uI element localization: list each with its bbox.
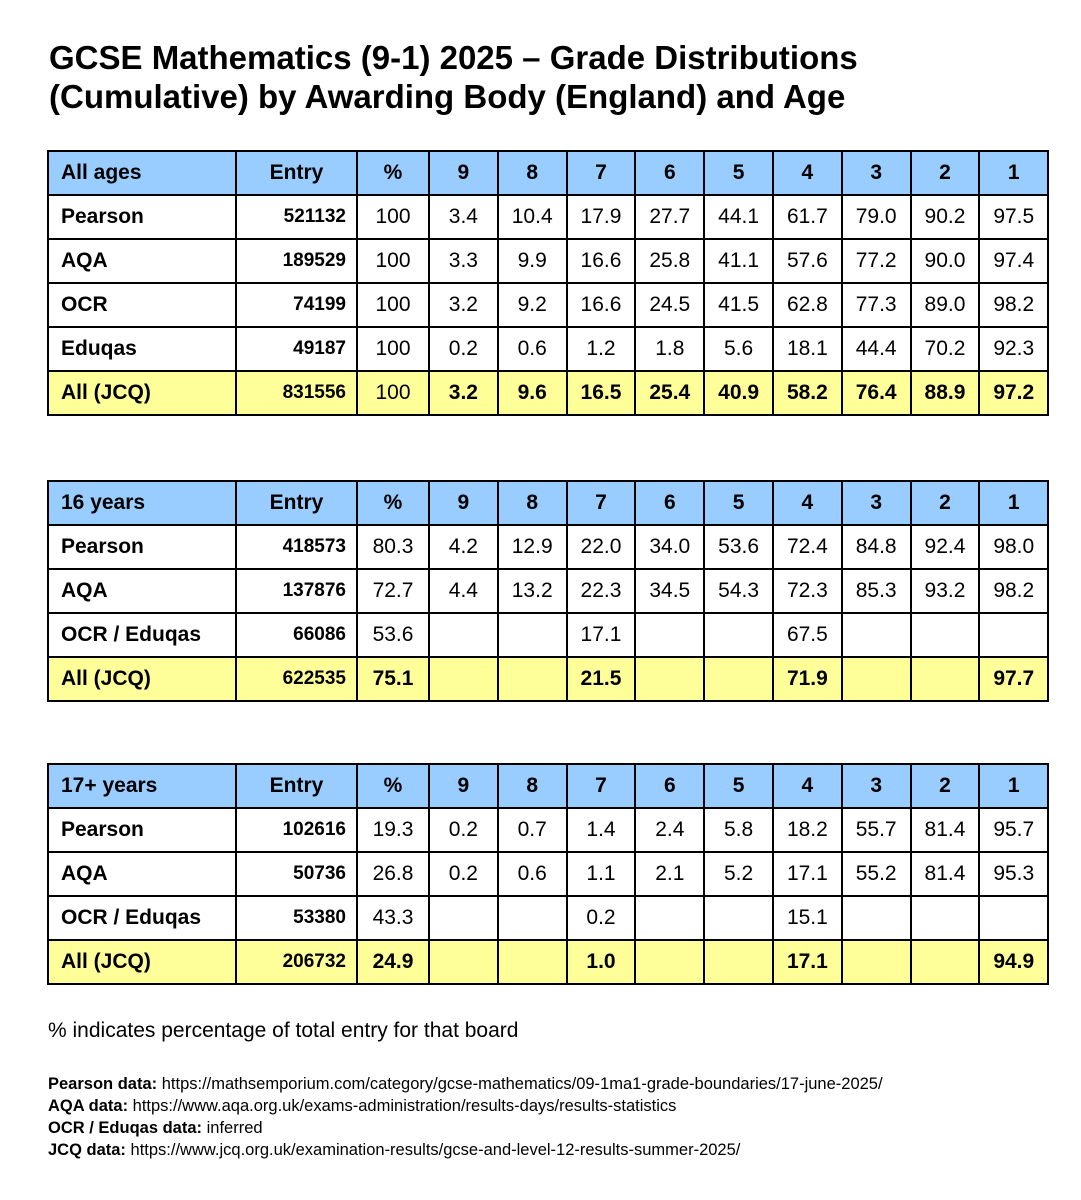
column-header-grade-8: 8: [498, 764, 567, 808]
cell-percent: 100: [357, 327, 429, 371]
column-header-grade-8: 8: [498, 151, 567, 195]
cell-grade-6: [635, 657, 704, 701]
cell-grade-8: [498, 940, 567, 984]
cell-grade-3: [842, 657, 911, 701]
cell-grade-5: [704, 940, 773, 984]
cell-grade-2: 90.0: [911, 239, 980, 283]
grade-table-all-ages: [47, 150, 1049, 416]
column-header-grade-5: 5: [704, 764, 773, 808]
cell-grade-7: 1.4: [567, 808, 636, 852]
cell-entry: 521132: [236, 195, 357, 239]
cell-grade-7: 1.0: [567, 940, 636, 984]
cell-entry: 66086: [236, 613, 357, 657]
cell-grade-8: 9.2: [498, 283, 567, 327]
cell-grade-1: 98.0: [979, 525, 1048, 569]
cell-percent: 24.9: [357, 940, 429, 984]
cell-grade-3: 79.0: [842, 195, 911, 239]
source-label: AQA data:: [48, 1097, 129, 1115]
column-header-grade-6: 6: [635, 481, 704, 525]
cell-grade-2: 89.0: [911, 283, 980, 327]
cell-group: All (JCQ): [48, 657, 236, 701]
column-header-grade-2: 2: [911, 481, 980, 525]
source-line: [48, 1073, 1068, 1095]
table-total-row: [48, 371, 1048, 415]
cell-grade-8: 10.4: [498, 195, 567, 239]
cell-grade-9: 3.2: [429, 371, 498, 415]
cell-entry: 53380: [236, 896, 357, 940]
cell-percent: 80.3: [357, 525, 429, 569]
cell-grade-3: [842, 613, 911, 657]
column-header-grade-2: 2: [911, 764, 980, 808]
column-header-group: All ages: [48, 151, 236, 195]
cell-grade-5: 5.8: [704, 808, 773, 852]
cell-percent: 100: [357, 283, 429, 327]
table-row: [48, 283, 1048, 327]
cell-grade-5: 44.1: [704, 195, 773, 239]
cell-grade-6: [635, 896, 704, 940]
table-row: [48, 569, 1048, 613]
source-line: [48, 1117, 1068, 1139]
source-label: Pearson data:: [48, 1075, 158, 1093]
cell-grade-8: 9.9: [498, 239, 567, 283]
cell-grade-9: 0.2: [429, 852, 498, 896]
cell-grade-6: [635, 613, 704, 657]
cell-grade-5: [704, 896, 773, 940]
table-row: [48, 808, 1048, 852]
cell-grade-1: 95.7: [979, 808, 1048, 852]
cell-grade-1: 92.3: [979, 327, 1048, 371]
cell-grade-9: [429, 613, 498, 657]
cell-percent: 26.8: [357, 852, 429, 896]
cell-percent: 75.1: [357, 657, 429, 701]
cell-grade-1: 97.2: [979, 371, 1048, 415]
column-header-grade-4: 4: [773, 481, 842, 525]
cell-grade-9: [429, 896, 498, 940]
cell-grade-1: 98.2: [979, 569, 1048, 613]
cell-grade-9: [429, 940, 498, 984]
cell-group: Eduqas: [48, 327, 236, 371]
cell-entry: 137876: [236, 569, 357, 613]
source-line: [48, 1095, 1068, 1117]
source-text: inferred: [206, 1119, 263, 1137]
column-header-grade-9: 9: [429, 764, 498, 808]
cell-grade-2: 81.4: [911, 852, 980, 896]
page-title: GCSE Mathematics (9-1) 2025 – Grade Distributions (Cumulative) by Awarding Body (England) and Age: [49, 39, 858, 115]
source-url: https://www.aqa.org.uk/exams-administration/results-days/results-statistics: [132, 1097, 677, 1115]
cell-grade-3: 55.7: [842, 808, 911, 852]
column-header-grade-5: 5: [704, 481, 773, 525]
cell-group: AQA: [48, 569, 236, 613]
cell-grade-1: 97.4: [979, 239, 1048, 283]
cell-grade-6: 2.1: [635, 852, 704, 896]
sources-list: [48, 1073, 1068, 1161]
cell-grade-4: 71.9: [773, 657, 842, 701]
table-total-row: [48, 657, 1048, 701]
cell-grade-9: 3.3: [429, 239, 498, 283]
source-label: JCQ data:: [48, 1141, 126, 1159]
cell-grade-3: 85.3: [842, 569, 911, 613]
column-header-grade-9: 9: [429, 481, 498, 525]
cell-percent: 72.7: [357, 569, 429, 613]
cell-grade-1: 97.5: [979, 195, 1048, 239]
cell-grade-8: 0.7: [498, 808, 567, 852]
cell-grade-3: 55.2: [842, 852, 911, 896]
cell-grade-2: [911, 940, 980, 984]
source-line: [48, 1139, 1068, 1161]
cell-grade-6: 24.5: [635, 283, 704, 327]
cell-grade-6: 34.5: [635, 569, 704, 613]
cell-grade-9: 4.4: [429, 569, 498, 613]
column-header-grade-5: 5: [704, 151, 773, 195]
table-row: [48, 896, 1048, 940]
cell-grade-2: [911, 896, 980, 940]
column-header-group: 16 years: [48, 481, 236, 525]
column-header-grade-9: 9: [429, 151, 498, 195]
cell-grade-3: [842, 896, 911, 940]
cell-percent: 100: [357, 239, 429, 283]
column-header-grade-7: 7: [567, 151, 636, 195]
cell-grade-3: 77.3: [842, 283, 911, 327]
cell-grade-5: 53.6: [704, 525, 773, 569]
column-header-grade-4: 4: [773, 151, 842, 195]
cell-grade-7: 21.5: [567, 657, 636, 701]
cell-entry: 622535: [236, 657, 357, 701]
column-header-percent: %: [357, 764, 429, 808]
column-header-grade-4: 4: [773, 764, 842, 808]
cell-grade-7: 1.2: [567, 327, 636, 371]
grade-table-17-plus-years: [47, 763, 1049, 985]
cell-grade-4: 17.1: [773, 852, 842, 896]
column-header-grade-7: 7: [567, 481, 636, 525]
cell-grade-2: 81.4: [911, 808, 980, 852]
source-url: https://www.jcq.org.uk/examination-results/gcse-and-level-12-results-summer-2025/: [130, 1141, 741, 1159]
cell-grade-6: [635, 940, 704, 984]
footnote: % indicates percentage of total entry for that board: [48, 1019, 519, 1042]
cell-grade-2: 88.9: [911, 371, 980, 415]
cell-grade-3: 84.8: [842, 525, 911, 569]
cell-grade-8: [498, 896, 567, 940]
cell-grade-6: 25.4: [635, 371, 704, 415]
cell-group: Pearson: [48, 808, 236, 852]
cell-grade-5: 41.5: [704, 283, 773, 327]
cell-grade-7: 22.0: [567, 525, 636, 569]
cell-grade-9: 0.2: [429, 327, 498, 371]
cell-group: All (JCQ): [48, 940, 236, 984]
cell-grade-4: 72.4: [773, 525, 842, 569]
cell-grade-5: 5.6: [704, 327, 773, 371]
table-header-row: [48, 151, 1048, 195]
cell-grade-8: 0.6: [498, 327, 567, 371]
cell-group: AQA: [48, 852, 236, 896]
cell-percent: 100: [357, 371, 429, 415]
cell-grade-7: 16.6: [567, 239, 636, 283]
cell-grade-1: 97.7: [979, 657, 1048, 701]
column-header-entry: Entry: [236, 764, 357, 808]
cell-grade-1: [979, 613, 1048, 657]
cell-grade-7: 1.1: [567, 852, 636, 896]
cell-percent: 43.3: [357, 896, 429, 940]
column-header-group: 17+ years: [48, 764, 236, 808]
cell-grade-6: 27.7: [635, 195, 704, 239]
column-header-grade-6: 6: [635, 151, 704, 195]
table-header-row: [48, 764, 1048, 808]
cell-grade-5: [704, 613, 773, 657]
cell-group: Pearson: [48, 525, 236, 569]
cell-grade-3: 44.4: [842, 327, 911, 371]
column-header-grade-7: 7: [567, 764, 636, 808]
table-header-row: [48, 481, 1048, 525]
cell-grade-3: [842, 940, 911, 984]
source-label: OCR / Eduqas data:: [48, 1119, 203, 1137]
cell-grade-9: 0.2: [429, 808, 498, 852]
column-header-grade-3: 3: [842, 764, 911, 808]
cell-grade-1: 94.9: [979, 940, 1048, 984]
cell-grade-2: 93.2: [911, 569, 980, 613]
cell-group: Pearson: [48, 195, 236, 239]
cell-grade-4: 58.2: [773, 371, 842, 415]
column-header-grade-1: 1: [979, 151, 1048, 195]
cell-group: OCR: [48, 283, 236, 327]
cell-grade-4: 18.1: [773, 327, 842, 371]
column-header-entry: Entry: [236, 481, 357, 525]
column-header-grade-8: 8: [498, 481, 567, 525]
table-row: [48, 327, 1048, 371]
column-header-grade-2: 2: [911, 151, 980, 195]
cell-group: All (JCQ): [48, 371, 236, 415]
cell-grade-7: 16.6: [567, 283, 636, 327]
cell-group: OCR / Eduqas: [48, 896, 236, 940]
cell-percent: 19.3: [357, 808, 429, 852]
cell-entry: 102616: [236, 808, 357, 852]
cell-grade-5: 40.9: [704, 371, 773, 415]
cell-grade-4: 62.8: [773, 283, 842, 327]
cell-grade-7: 22.3: [567, 569, 636, 613]
cell-grade-8: [498, 657, 567, 701]
table-row: [48, 852, 1048, 896]
column-header-grade-3: 3: [842, 481, 911, 525]
cell-group: AQA: [48, 239, 236, 283]
cell-grade-8: 12.9: [498, 525, 567, 569]
column-header-grade-1: 1: [979, 481, 1048, 525]
cell-percent: 100: [357, 195, 429, 239]
cell-grade-8: [498, 613, 567, 657]
cell-entry: 206732: [236, 940, 357, 984]
cell-grade-3: 77.2: [842, 239, 911, 283]
cell-grade-7: 17.9: [567, 195, 636, 239]
cell-grade-4: 57.6: [773, 239, 842, 283]
cell-grade-6: 2.4: [635, 808, 704, 852]
cell-grade-8: 13.2: [498, 569, 567, 613]
table-row: [48, 239, 1048, 283]
cell-grade-8: 9.6: [498, 371, 567, 415]
cell-grade-5: 41.1: [704, 239, 773, 283]
cell-grade-9: 3.4: [429, 195, 498, 239]
cell-group: OCR / Eduqas: [48, 613, 236, 657]
cell-grade-1: 95.3: [979, 852, 1048, 896]
cell-grade-5: 5.2: [704, 852, 773, 896]
cell-entry: 49187: [236, 327, 357, 371]
column-header-grade-3: 3: [842, 151, 911, 195]
column-header-percent: %: [357, 151, 429, 195]
grade-table-16-years: [47, 480, 1049, 702]
table-row: [48, 613, 1048, 657]
cell-grade-2: 90.2: [911, 195, 980, 239]
cell-grade-2: 92.4: [911, 525, 980, 569]
cell-grade-7: 0.2: [567, 896, 636, 940]
cell-grade-4: 17.1: [773, 940, 842, 984]
cell-grade-3: 76.4: [842, 371, 911, 415]
cell-entry: 418573: [236, 525, 357, 569]
cell-grade-5: [704, 657, 773, 701]
cell-grade-4: 18.2: [773, 808, 842, 852]
column-header-grade-6: 6: [635, 764, 704, 808]
cell-grade-7: 16.5: [567, 371, 636, 415]
cell-grade-6: 1.8: [635, 327, 704, 371]
cell-entry: 831556: [236, 371, 357, 415]
cell-grade-4: 61.7: [773, 195, 842, 239]
cell-grade-5: 54.3: [704, 569, 773, 613]
source-url: https://mathsemporium.com/category/gcse-mathematics/09-1ma1-grade-boundaries/17-june-2025/: [161, 1075, 883, 1093]
cell-entry: 50736: [236, 852, 357, 896]
cell-grade-2: [911, 613, 980, 657]
column-header-grade-1: 1: [979, 764, 1048, 808]
cell-grade-8: 0.6: [498, 852, 567, 896]
cell-entry: 189529: [236, 239, 357, 283]
cell-grade-2: [911, 657, 980, 701]
cell-grade-4: 15.1: [773, 896, 842, 940]
table-total-row: [48, 940, 1048, 984]
column-header-entry: Entry: [236, 151, 357, 195]
cell-grade-6: 34.0: [635, 525, 704, 569]
cell-grade-9: 3.2: [429, 283, 498, 327]
cell-grade-1: 98.2: [979, 283, 1048, 327]
cell-grade-9: [429, 657, 498, 701]
cell-grade-4: 72.3: [773, 569, 842, 613]
table-row: [48, 525, 1048, 569]
cell-grade-1: [979, 896, 1048, 940]
column-header-percent: %: [357, 481, 429, 525]
cell-grade-4: 67.5: [773, 613, 842, 657]
cell-grade-6: 25.8: [635, 239, 704, 283]
cell-grade-2: 70.2: [911, 327, 980, 371]
cell-percent: 53.6: [357, 613, 429, 657]
cell-entry: 74199: [236, 283, 357, 327]
cell-grade-9: 4.2: [429, 525, 498, 569]
table-row: [48, 195, 1048, 239]
cell-grade-7: 17.1: [567, 613, 636, 657]
